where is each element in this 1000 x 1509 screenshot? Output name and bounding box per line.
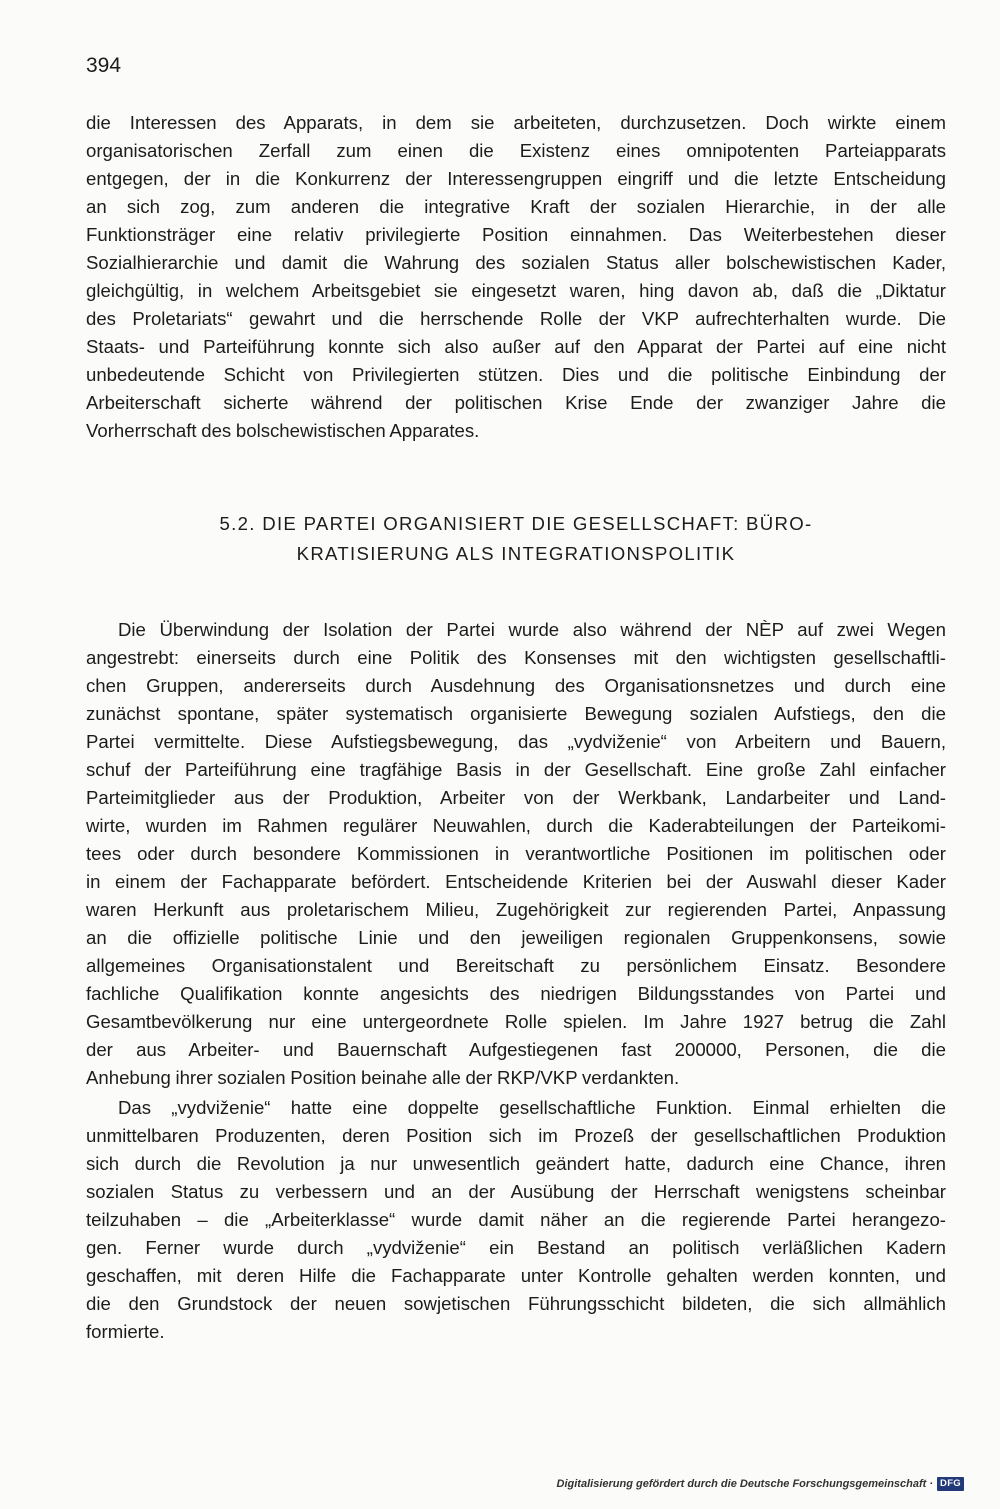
section-heading-line-2: KRATISIERUNG ALS INTEGRATIONSPOLITIK [296,543,736,564]
text-line: angestrebt: einerseits durch eine Politik des Konsenses mit den wichtigsten gesellschaftli- [86,647,946,668]
text-line: allgemeines Organisationstalent und Bereitschaft zu persönlichem Einsatz. Besondere [86,955,946,976]
text-line: Partei vermittelte. Diese Aufstiegsbewegung, das „vydviženie“ von Arbeitern und Bauern, [86,731,946,752]
text-line: sozialen Status zu verbessern und an der Ausübung der Herrschaft wenigstens scheinbar [86,1181,946,1202]
text-line: Vorherrschaft des bolschewistischen Apparates. [86,420,480,441]
text-line: schuf der Parteiführung eine tragfähige Basis in der Gesellschaft. Eine große Zahl einfacher [86,759,946,780]
text-line: gen. Ferner wurde durch „vydviženie“ ein Bestand an politisch verläßlichen Kadern [86,1237,946,1258]
text-line: geschaffen, mit deren Hilfe die Fachapparate unter Kontrolle gehalten werden konnten, und [86,1265,946,1286]
text-line: Die Überwindung der Isolation der Partei wurde also während der NÈP auf zwei Wegen [118,619,946,640]
text-line: Sozialhierarchie und damit die Wahrung des sozialen Status aller bolschewistischen Kader, [86,252,946,273]
text-line: Funktionsträger eine relativ privilegierte Position einnahmen. Das Weiterbestehen dieser [86,224,946,245]
text-line: Das „vydviženie“ hatte eine doppelte gesellschaftliche Funktion. Einmal erhielten die [118,1097,946,1118]
text-line: des Proletariats“ gewahrt und die herrschende Rolle der VKP aufrechterhalten wurde. Die [86,308,946,329]
text-line: chen Gruppen, andererseits durch Ausdehnung des Organisationsnetzes und durch eine [86,675,946,696]
dfg-logo: DFG [937,1477,964,1491]
text-line: zunächst spontane, später systematisch organisierte Bewegung sozialen Aufstiegs, den die [86,703,946,724]
text-line: unbedeutende Schicht von Privilegierten stützen. Dies und die politische Einbindung der [86,364,946,385]
text-line: die Interessen des Apparats, in dem sie arbeiteten, durchzusetzen. Doch wirkte einem [86,112,946,133]
text-line: sich durch die Revolution ja nur unwesentlich geändert hatte, dadurch eine Chance, ihren [86,1153,946,1174]
text-line: gleichgültig, in welchem Arbeitsgebiet sie eingesetzt waren, hing davon ab, daß die „Diktatur [86,280,946,301]
text-line: wirte, wurden im Rahmen regulärer Neuwahlen, durch die Kaderabteilungen der Parteikomi- [86,815,946,836]
text-line: fachliche Qualifikation konnte angesichts des niedrigen Bildungsstandes von Partei und [86,983,946,1004]
text-line: formierte. [86,1321,165,1342]
section-heading-line-1: 5.2. DIE PARTEI ORGANISIERT DIE GESELLSCHAFT: BÜRO- [219,513,813,534]
text-line: Parteimitglieder aus der Produktion, Arbeiter von der Werkbank, Landarbeiter und Land- [86,787,946,808]
text-line: Arbeiterschaft sicherte während der politischen Krise Ende der zwanziger Jahre die [86,392,946,413]
text-line: tees oder durch besondere Kommissionen in verantwortliche Positionen im politischen oder [86,843,946,864]
text-line: in einem der Fachapparate befördert. Entscheidende Kriterien bei der Auswahl dieser Kader [86,871,946,892]
page-number: 394 [86,54,122,77]
text-line: waren Herkunft aus proletarischem Milieu, Zugehörigkeit zur regierenden Partei, Anpassung [86,899,946,920]
text-line: Anhebung ihrer sozialen Position beinahe alle der RKP/VKP verdankten. [86,1067,680,1088]
digitization-credit-text: Digitalisierung gefördert durch die Deutsche Forschungsgemeinschaft · [556,1478,934,1490]
text-line: teilzuhaben – die „Arbeiterklasse“ wurde damit näher an die regierende Partei herangezo- [86,1209,946,1230]
text-line: an die offizielle politische Linie und den jeweiligen regionalen Gruppenkonsens, sowie [86,927,946,948]
text-line: unmittelbaren Produzenten, deren Position sich im Prozeß der gesellschaftlichen Produktion [86,1125,946,1146]
text-line: entgegen, der in die Konkurrenz der Interessengruppen eingriff und die letzte Entscheidung [86,168,946,189]
digitization-credit [557,1477,964,1491]
text-line: die den Grundstock der neuen sowjetischen Führungsschicht bildeten, die sich allmählich [86,1293,946,1314]
text-line: Gesamtbevölkerung nur eine untergeordnete Rolle spielen. Im Jahre 1927 betrug die Zahl [86,1011,946,1032]
text-line: an sich zog, zum anderen die integrative Kraft der sozialen Hierarchie, in der alle [86,196,946,217]
text-line: organisatorischen Zerfall zum einen die Existenz eines omnipotenten Parteiapparats [86,140,946,161]
text-line: Staats- und Parteiführung konnte sich also außer auf den Apparat der Partei auf eine nicht [86,336,946,357]
text-line: der aus Arbeiter- und Bauernschaft Aufgestiegenen fast 200000, Personen, die die [86,1039,946,1060]
